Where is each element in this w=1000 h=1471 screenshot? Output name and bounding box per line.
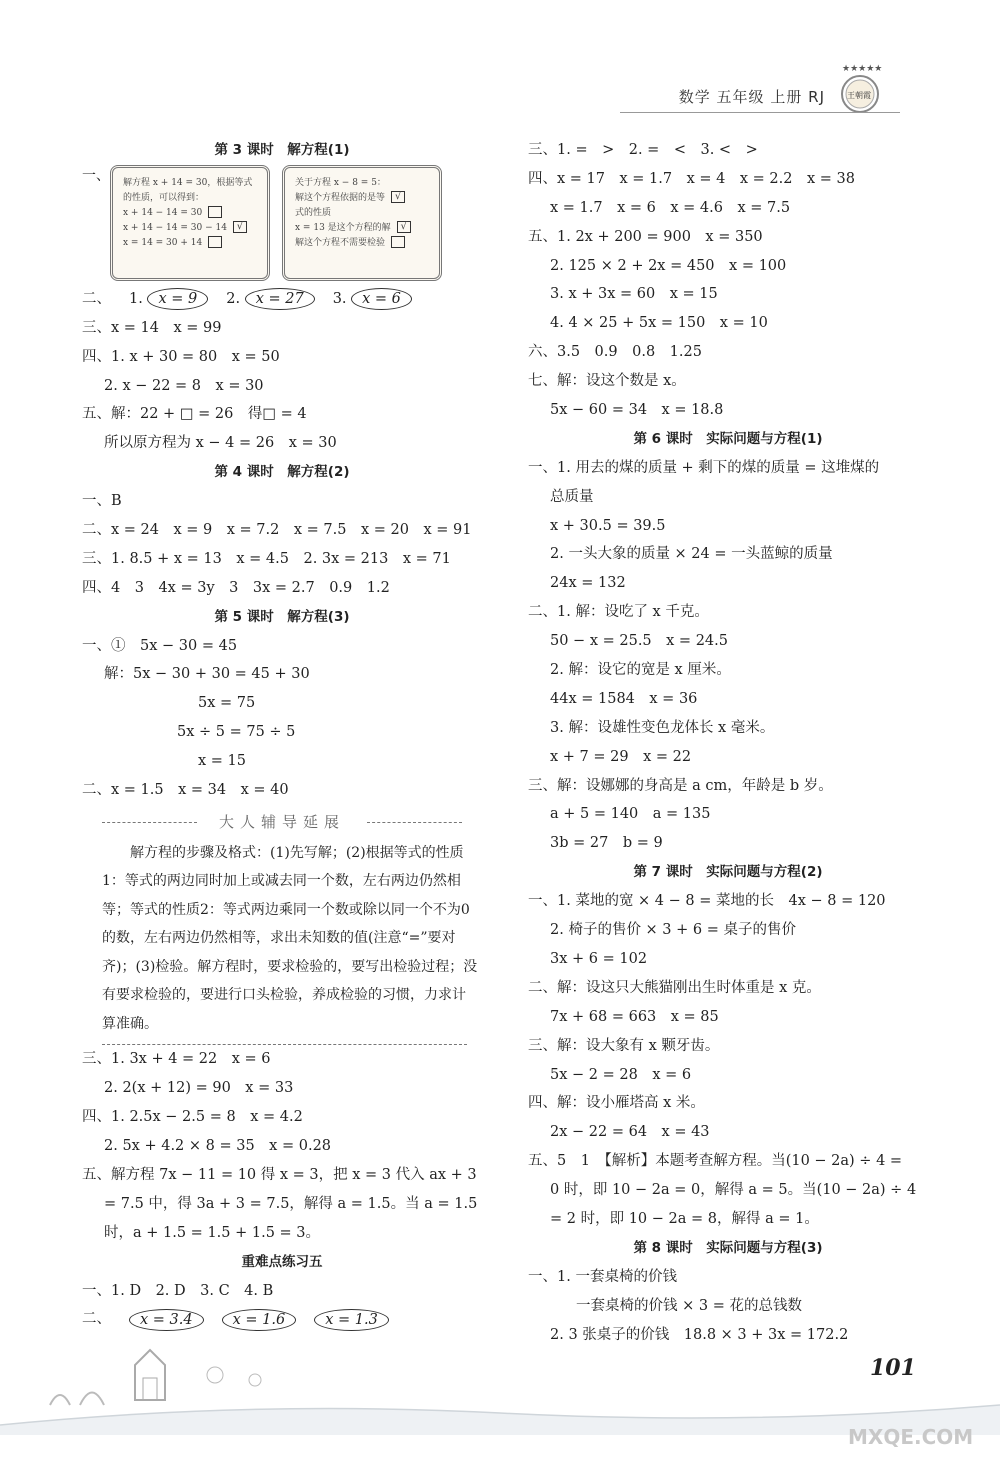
answer-line: 三、解：设大象有 x 颗牙齿。 xyxy=(528,1037,720,1054)
header-rule xyxy=(620,112,900,113)
card1-line: x = 14 = 30 + 14 xyxy=(123,237,203,248)
answer-line: 2. 解：设它的宽是 x 厘米。 xyxy=(550,662,731,679)
answer-line: 四、4 3 4x = 3y 3 3x = 2.7 0.9 1.2 xyxy=(82,579,390,596)
answer-line: 一、1. D 2. D 3. C 4. B xyxy=(82,1282,274,1299)
answer-line: 50 − x = 25.5 x = 24.5 xyxy=(550,633,728,650)
card2-line: 解这个方程依据的是等 xyxy=(295,192,386,203)
answer-line: 二、解：设这只大熊猫刚出生时体重是 x 克。 xyxy=(528,979,821,996)
answer-line: a + 5 = 140 a = 135 xyxy=(550,806,711,823)
lesson-7-title: 第 7 课时 实际问题与方程(2) xyxy=(633,864,823,881)
lesson-8-title: 第 8 课时 实际问题与方程(3) xyxy=(633,1239,823,1256)
circled-answer: x = 1.3 xyxy=(314,1309,389,1331)
parent-guide-title: 大人辅导延展 xyxy=(82,805,482,839)
solution-step: x = 15 xyxy=(198,753,246,770)
card2-line: 关于方程 x − 8 = 5： xyxy=(295,177,386,188)
answer-line: 2. 一头大象的质量 × 24 = 一头蓝鲸的质量 xyxy=(550,546,833,563)
answer-line: 一、① 5x − 30 = 45 xyxy=(82,637,238,654)
answer-line: 3x + 6 = 102 xyxy=(550,950,648,967)
card1-line: x + 14 − 14 = 30 − 14 xyxy=(123,222,227,233)
answer-line: 三、1. = > 2. = < 3. < > xyxy=(528,142,758,158)
solution-step: 5x ÷ 5 = 75 ÷ 5 xyxy=(177,724,296,741)
solution-step: 5x = 75 xyxy=(198,695,256,712)
answer-line: 5x − 60 = 34 x = 18.8 xyxy=(550,402,724,419)
answer-line: 0 时，即 10 − 2a = 0，解得 a = 5。当(10 − 2a) ÷ 4 xyxy=(550,1182,917,1199)
card1-line: 解方程 x + 14 = 30，根据等式 xyxy=(123,177,253,188)
answer-line: 四、解：设小雁塔高 x 米。 xyxy=(528,1095,705,1112)
answer-line: x + 7 = 29 x = 22 xyxy=(550,748,692,765)
judgement-card-2 xyxy=(282,165,442,281)
item-number: 3. xyxy=(332,290,347,307)
answer-line: 一、1. 一套桌椅的价钱 xyxy=(528,1268,677,1285)
answer-line: 四、x = 17 x = 1.7 x = 4 x = 2.2 x = 38 xyxy=(528,170,855,187)
circled-answer: x = 6 xyxy=(351,288,412,310)
exercise-1-figures xyxy=(82,165,482,285)
card2-line: x = 13 是这个方程的解 xyxy=(295,222,391,233)
grade-label: 五年级 xyxy=(716,88,765,106)
answer-line: 七、解：设这个数是 x。 xyxy=(528,373,686,390)
card2-line: 式的性质 xyxy=(295,207,332,218)
answer-line: 所以原方程为 x − 4 = 26 x = 30 xyxy=(104,435,337,452)
answer-line: 五、解方程 7x − 11 = 10 得 x = 3，把 x = 3 代入 ax + 3 xyxy=(82,1166,477,1183)
answer-checkbox xyxy=(208,206,222,218)
answer-checkbox xyxy=(391,236,405,248)
svg-text:★★★★★: ★★★★★ xyxy=(842,64,883,74)
answer-line: 三、1. 8.5 + x = 13 x = 4.5 2. 3x = 213 x = 71 xyxy=(82,550,451,567)
term-label: 上册 xyxy=(770,88,803,106)
answer-line: 24x = 132 xyxy=(550,575,626,592)
solution-step: 解：5x − 30 + 30 = 45 + 30 xyxy=(104,666,310,683)
answer-line: 2. 3 张桌子的价钱 18.8 × 3 + 3x = 172.2 xyxy=(550,1326,849,1343)
answer-line: 4. 4 × 25 + 5x = 150 x = 10 xyxy=(550,315,768,332)
q2-label: 二、 xyxy=(82,1311,111,1328)
svg-text:王朝霞: 王朝霞 xyxy=(847,91,871,100)
right-column xyxy=(528,136,928,1349)
card1-line: x + 14 − 14 = 30 xyxy=(123,207,203,218)
answer-line: 二、x = 24 x = 9 x = 7.2 x = 7.5 x = 20 x = 91 xyxy=(82,522,472,539)
answer-line: 三、解：设娜娜的身高是 a cm，年龄是 b 岁。 xyxy=(528,777,833,794)
answer-line: 时，a + 1.5 = 1.5 + 1.5 = 3。 xyxy=(104,1224,321,1241)
answer-line: 一、1. 菜地的宽 × 4 − 8 = 菜地的长 4x − 8 = 120 xyxy=(528,893,886,910)
answer-line: 7x + 68 = 663 x = 85 xyxy=(550,1008,719,1025)
circled-answer: x = 27 xyxy=(245,288,315,310)
answer-line: x + 30.5 = 39.5 xyxy=(550,517,666,534)
q2-label: 二、 xyxy=(82,290,111,307)
answer-checkbox: √ xyxy=(233,221,247,233)
page-header xyxy=(679,86,825,107)
answer-line: 五、1. 2x + 200 = 900 x = 350 xyxy=(528,228,763,245)
answer-line: 2. 椅子的售价 × 3 + 6 = 桌子的售价 xyxy=(550,922,796,939)
circled-answer: x = 9 xyxy=(147,288,208,310)
edition-label: RJ xyxy=(808,88,825,106)
lesson-5-title: 第 5 课时 解方程(3) xyxy=(214,608,350,625)
answer-line: 二、x = 1.5 x = 34 x = 40 xyxy=(82,782,289,799)
answer-line: 二、1. 解：设吃了 x 千克。 xyxy=(528,604,709,621)
answer-line: 一、B xyxy=(82,493,122,510)
watermark-text: MXQE.COM xyxy=(848,1425,974,1449)
q2-answers xyxy=(82,285,482,314)
lesson-3-title: 第 3 课时 解方程(1) xyxy=(214,142,350,158)
answer-line: 四、1. 2.5x − 2.5 = 8 x = 4.2 xyxy=(82,1109,303,1126)
answer-checkbox xyxy=(208,236,222,248)
answer-line: 三、x = 14 x = 99 xyxy=(82,319,222,336)
answer-line: 44x = 1584 x = 36 xyxy=(550,690,698,707)
answer-checkbox: √ xyxy=(397,221,411,233)
lesson-6-title: 第 6 课时 实际问题与方程(1) xyxy=(633,430,823,447)
answer-line: 三、1. 3x + 4 = 22 x = 6 xyxy=(82,1051,271,1068)
subject-label: 数学 xyxy=(678,88,711,106)
left-column xyxy=(82,136,482,1334)
answer-line: 六、3.5 0.9 0.8 1.25 xyxy=(528,344,702,361)
answer-checkbox: √ xyxy=(391,191,405,203)
circled-answer: x = 3.4 xyxy=(129,1309,204,1331)
brand-logo-icon xyxy=(832,62,888,118)
answer-line: 5x − 2 = 28 x = 6 xyxy=(550,1066,692,1083)
parent-guide-text: 解方程的步骤及格式：(1)先写解；(2)根据等式的性质1：等式的两边同时加上或减去同一个数，左右两边仍然相等；等式的性质2：等式两边乘同一个数或除以同一个不为0的数，左右两边仍然相等，求出未知数的值(注意“=”要对齐)；(3)检验。解方程时，要求检验的，要写出检验过程；没有要求检验的，要进行口头检验，养成检验的习惯，力求计算准确。 xyxy=(102,844,478,1032)
answer-line: 2. 5x + 4.2 × 8 = 35 x = 0.28 xyxy=(104,1138,332,1155)
answer-line: 2x − 22 = 64 x = 43 xyxy=(550,1124,710,1141)
card1-line: 的性质，可以得到： xyxy=(123,192,205,203)
item-number: 1. xyxy=(129,290,143,307)
item-number: 2. xyxy=(226,290,241,307)
judgement-card-1 xyxy=(110,165,270,281)
q1-label: 一、 xyxy=(82,167,110,184)
answer-line: 2. x − 22 = 8 x = 30 xyxy=(104,377,264,394)
answer-line: 总质量 xyxy=(550,488,594,505)
answer-line: 五、解：22 + □ = 26 得□ = 4 xyxy=(82,406,307,423)
answer-line: 四、1. x + 30 = 80 x = 50 xyxy=(82,348,280,365)
answer-line: = 2 时，即 10 − 2a = 8，解得 a = 1。 xyxy=(550,1210,819,1227)
answer-line: = 7.5 中，得 3a + 3 = 7.5，解得 a = 1.5。当 a = 1.5 xyxy=(104,1195,478,1212)
page-number: 101 xyxy=(870,1355,916,1381)
answer-line: 五、5 1 【解析】本题考查解方程。当(10 − 2a) ÷ 4 = xyxy=(528,1153,903,1170)
answer-line: 2. 2(x + 12) = 90 x = 33 xyxy=(104,1080,294,1097)
answer-line: 3. x + 3x = 60 x = 15 xyxy=(550,286,718,303)
answer-line: 一、1. 用去的煤的质量 + 剩下的煤的质量 = 这堆煤的 xyxy=(528,459,880,476)
answer-line: 3b = 27 b = 9 xyxy=(550,835,663,852)
review-title: 重难点练习五 xyxy=(241,1253,323,1270)
lesson-4-title: 第 4 课时 解方程(2) xyxy=(214,464,350,481)
answer-line: 一套桌椅的价钱 × 3 = 花的总钱数 xyxy=(576,1297,802,1314)
circled-answer: x = 1.6 xyxy=(222,1309,297,1331)
answer-line: x = 1.7 x = 6 x = 4.6 x = 7.5 xyxy=(550,199,791,216)
answer-line: 3. 解：设雄性变色龙体长 x 毫米。 xyxy=(550,719,775,736)
answer-line: 2. 125 × 2 + 2x = 450 x = 100 xyxy=(550,257,787,274)
card2-line: 解这个方程不需要检验 xyxy=(295,237,386,248)
